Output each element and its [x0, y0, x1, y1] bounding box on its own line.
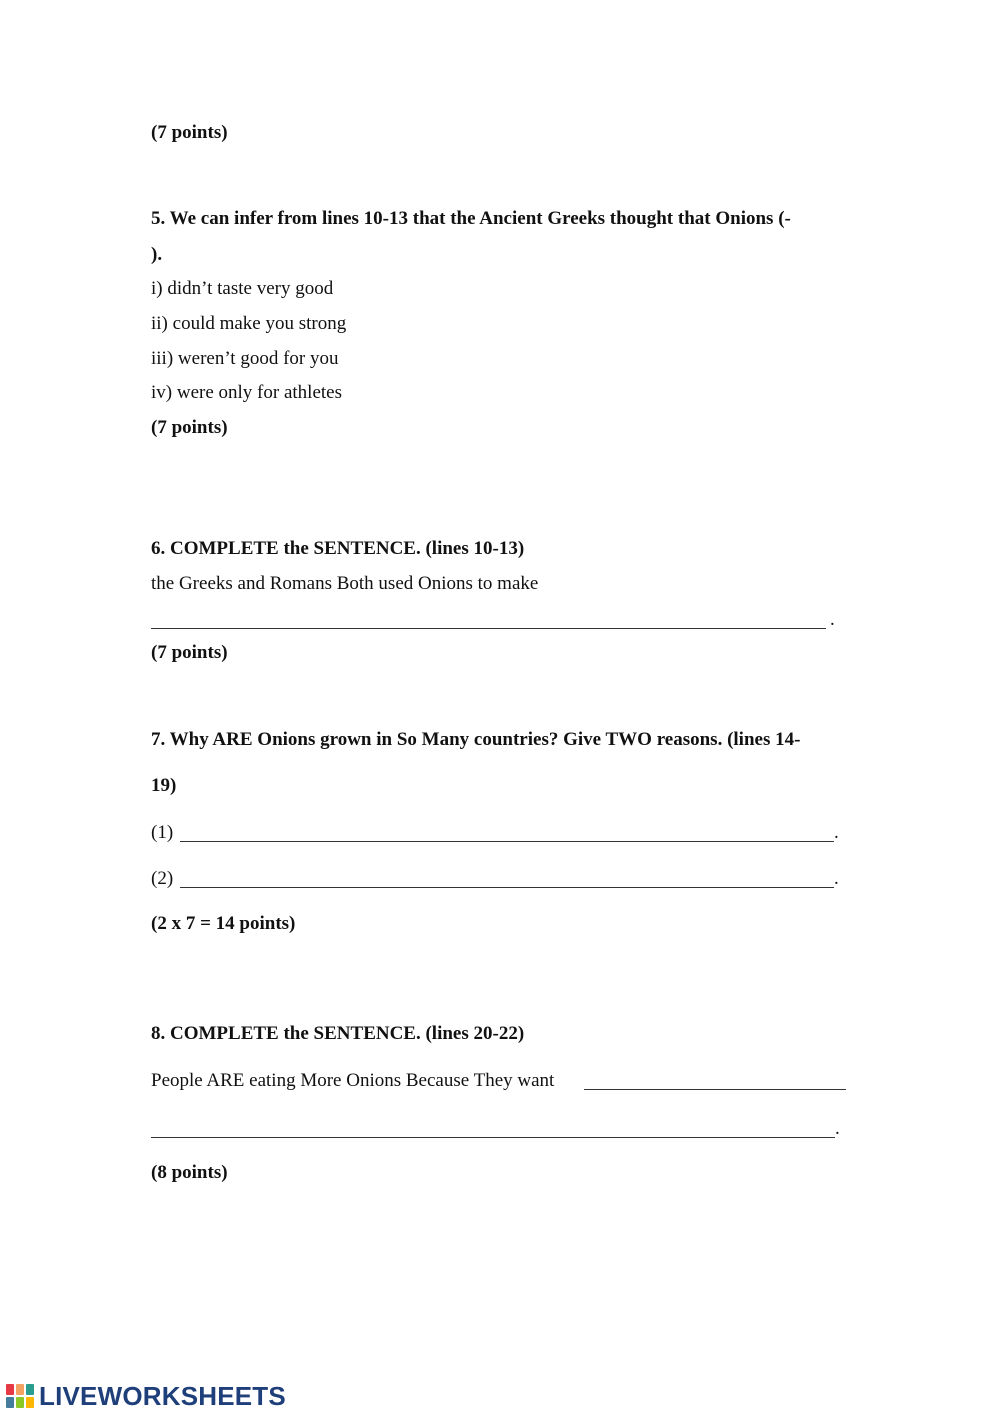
q7-answer-1-period: .	[834, 822, 839, 843]
q5-option-iv[interactable]: iv) were only for athletes	[151, 382, 342, 403]
q7-answer-2-blank[interactable]	[180, 887, 834, 888]
q6-points: (7 points)	[151, 642, 228, 663]
q5-option-i[interactable]: i) didn’t taste very good	[151, 278, 334, 299]
q8-prompt: People ARE eating More Onions Because They want	[151, 1070, 555, 1091]
q6-answer-blank[interactable]	[151, 628, 826, 629]
q5-option-iii[interactable]: iii) weren’t good for you	[151, 348, 339, 369]
q8-points: (8 points)	[151, 1162, 228, 1183]
q8-question: 8. COMPLETE the SENTENCE. (lines 20-22)	[151, 1023, 525, 1044]
q7-answer-2-period: .	[834, 868, 839, 889]
top-points-label: (7 points)	[151, 122, 228, 143]
q7-points: (2 x 7 = 14 points)	[151, 913, 296, 934]
q7-question-line-1: 7. Why ARE Onions grown in So Many countries? Give TWO reasons. (lines 14-	[151, 729, 801, 750]
q8-answer-blank-2[interactable]	[151, 1137, 835, 1138]
q6-question: 6. COMPLETE the SENTENCE. (lines 10-13)	[151, 538, 525, 559]
q7-question-line-2: 19)	[151, 775, 177, 796]
q8-answer-blank-1[interactable]	[584, 1089, 846, 1090]
liveworksheets-logo	[6, 1381, 286, 1411]
q5-question-line-1: 5. We can infer from lines 10-13 that the Ancient Greeks thought that Onions (-	[151, 208, 791, 229]
liveworksheets-logo-icon	[6, 1383, 36, 1409]
q5-points: (7 points)	[151, 417, 228, 438]
q7-answer-1-label: (1)	[151, 822, 174, 843]
liveworksheets-logo-text: LIVEWORKSHEETS	[39, 1380, 286, 1411]
q6-prompt: the Greeks and Romans Both used Onions to make	[151, 573, 539, 594]
q5-option-ii[interactable]: ii) could make you strong	[151, 313, 347, 334]
q8-period: .	[835, 1118, 840, 1139]
q7-answer-2-label: (2)	[151, 868, 174, 889]
q7-answer-1-blank[interactable]	[180, 841, 834, 842]
q6-period: .	[830, 609, 835, 630]
q5-question-line-2: ).	[151, 244, 163, 265]
